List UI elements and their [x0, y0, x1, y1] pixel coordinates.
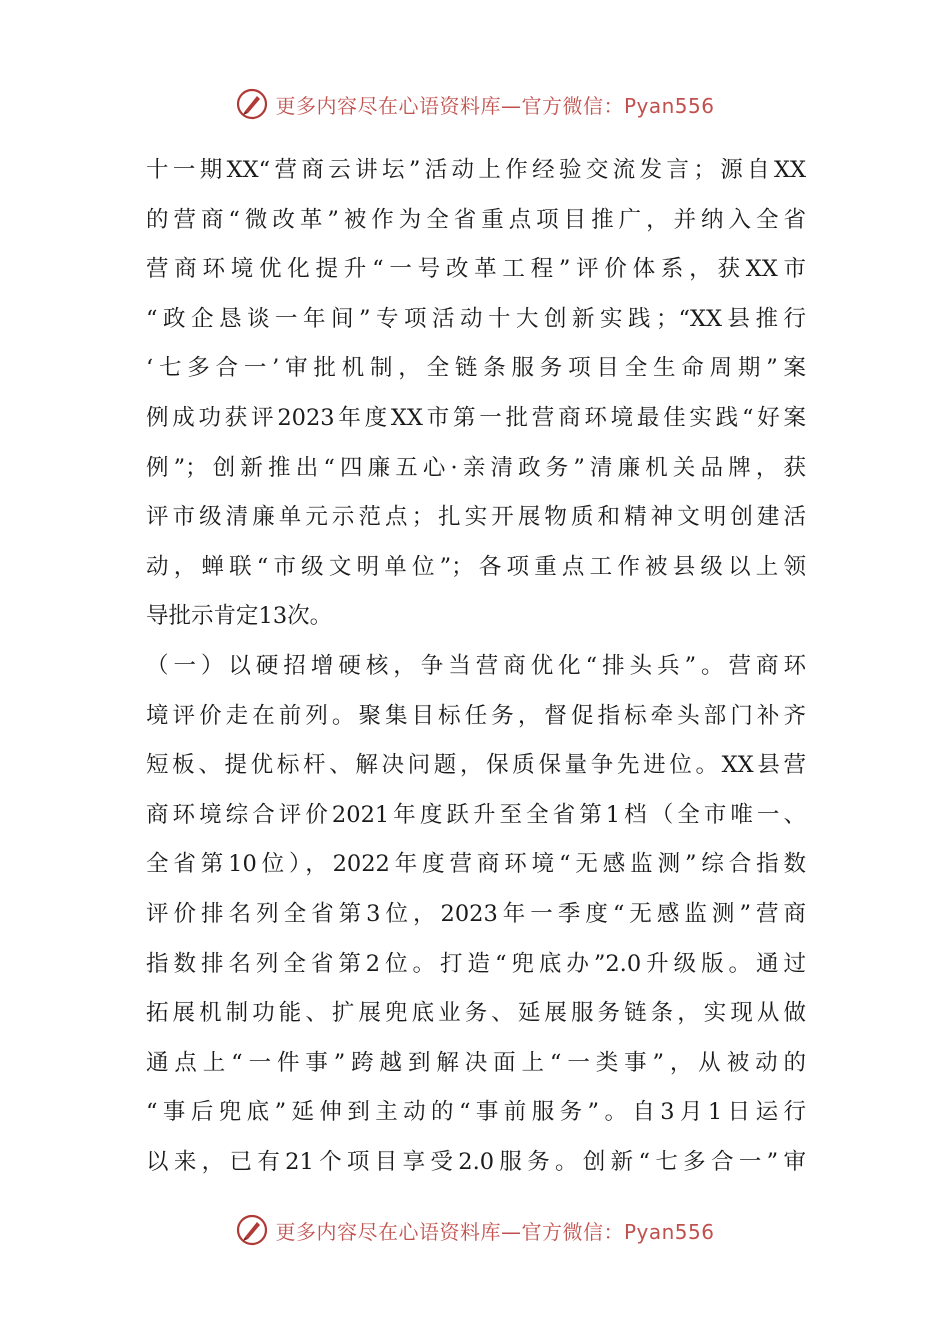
text-line: 全省第10位），2022年度营商环境“无感监测”综合指数	[146, 851, 806, 878]
text-line: 动，蝉联“市级文明单位”；各项重点工作被县级以上领	[146, 553, 806, 580]
text-line: 例成功获评2023年度XX市第一批营商环境最佳实践“好案	[146, 404, 806, 431]
text-line: 商环境综合评价2021年度跃升至全省第1档（全市唯一、	[146, 801, 806, 828]
text-line: ‘七多合一’审批机制，全链条服务项目全生命周期”案	[146, 355, 806, 382]
text-line: 评市级清廉单元示范点；扎实开展物质和精神文明创建活	[146, 504, 806, 531]
watermark-header	[0, 84, 950, 124]
text-line: （一）以硬招增硬核，争当营商优化“排头兵”。营商环	[146, 652, 806, 679]
text-line: 例”；创新推出“四廉五心·亲清政务”清廉机关品牌，获	[146, 454, 806, 481]
text-line: 评价排名列全省第3位，2023年一季度“无感监测”营商	[146, 900, 806, 927]
pen-circle-logo-icon	[235, 87, 269, 121]
watermark-text: 更多内容尽在心语资料库—官方微信：Pyan556	[275, 93, 715, 118]
watermark-footer	[0, 1210, 950, 1250]
document-body	[146, 146, 806, 1187]
watermark-text: 更多内容尽在心语资料库—官方微信：Pyan556	[275, 1219, 715, 1244]
text-line: 拓展机制功能、扩展兜底业务、延展服务链条，实现从做	[146, 1000, 806, 1027]
text-line: 指数排名列全省第2位。打造“兜底办”2.0升级版。通过	[146, 950, 806, 977]
text-line: 十一期XX“营商云讲坛”活动上作经验交流发言；源自XX	[146, 157, 806, 183]
text-line: 营商环境优化提升“一号改革工程”评价体系，获XX市	[146, 256, 806, 283]
text-line: 境评价走在前列。聚集目标任务，督促指标牵头部门补齐	[146, 702, 806, 729]
text-line: 短板、提优标杆、解决问题，保质保量争先进位。XX县营	[146, 752, 806, 779]
text-line: 通点上“一件事”跨越到解决面上“一类事”，从被动的	[146, 1049, 806, 1076]
pen-circle-logo-icon	[235, 1213, 269, 1247]
text-line: “政企恳谈一年间”专项活动十大创新实践；“XX县推行	[146, 305, 806, 332]
text-line: 的营商“微改革”被作为全省重点项目推广，并纳入全省	[146, 206, 806, 233]
text-line: 以来，已有21个项目享受2.0服务。创新“七多合一”审	[146, 1148, 806, 1175]
text-line: “事后兜底”延伸到主动的“事前服务”。自3月1日运行	[146, 1099, 806, 1126]
text-line: 导批示肯定13次。	[146, 603, 333, 630]
